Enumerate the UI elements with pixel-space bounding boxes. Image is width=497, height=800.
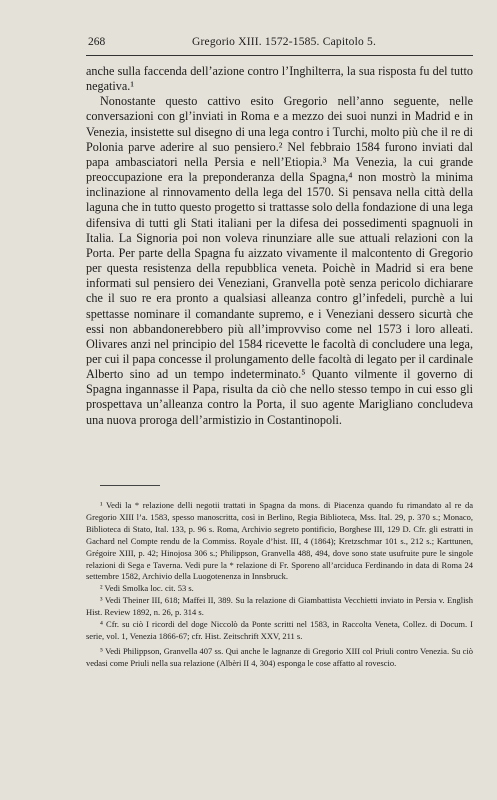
paragraph-continued: anche sulla faccenda dell’azione contro l’Inghilterra, la sua risposta fu del tutto negativa.¹ [86,64,473,94]
header-rule [86,55,473,56]
paragraph: Nonostante questo cattivo esito Gregorio nell’anno seguente, nelle conversazioni con gl’inviati in Roma e a mezzo dei suoi nunzi in Madrid e in Venezia, insistette sul disegno di una lega contro i Turchi, molto più che il re di Polonia parve aderire al suo pensiero.² Nel febbraio 1584 furono inviati dal papa ambasciatori nella Persia e nell’Etiopia.³ Ma Venezia, la cui grande preoccupazione era la preponderanza della Spagna,⁴ non mostrò la minima inclinazione al rinnovamento della lega del 1570. Si pensava nella città della laguna che in tutto questo progetto si trattasse solo della fondazione di una lega difensiva di tutti gli Stati italiani per la difesa dei possedimenti spagnuoli in Italia. La Signoria poi non voleva rinunziare alle sue attuali relazioni con la Porta. Per parte della Spagna fu aizzato vivamente il malcontento di Gregorio per questa resistenza della repubblica veneta. Poichè in Madrid si era bene informati sul pensiero dei Veneziani, Granvella potè senza pericolo dichiarare che il suo re era pronto a qualsiasi alleanza contro gl’infedeli, purchè a lui spettasse nominare il comandante supremo, e i Veneziani dessero sicurtà che essi non abbandonerebbero più all’improvviso come nel 1573 i loro alleati. Olivares anzi nel principio del 1584 ricevette le facoltà di concludere una lega, per cui il papa concesse il prolungamento delle facoltà di legato per il cardinale Alberto sino ad un tempo indeterminato.⁵ Quanto vilmente il governo di Spagna ingannasse il Papa, risulta da ciò che nello stesso tempo in cui esso gli prospettava un’alleanza contro la Porta, il suo agente Marigliano concludeva una nuova proroga dell’armistizio in Costantinopoli. [86,94,473,427]
footnote-1: ¹ Vedi la * relazione delli negotii trattati in Spagna da mons. di Piacenza quando fu rimandato al re da Gregorio XIII l’a. 1583, spesso manoscritta, così in Berlino, Regia Biblioteca, Mss. Ital. 29, p. 370 s.; Monaco, Biblioteca di Stato, Ital. 133, p. 96 s. Roma, Archivio segreto pontificio, Borghese III, 129 D. Cfr. gli estratti in Gachard nel Compte rendu de la Commiss. Royale d’hist. III, 4 (1864); Kretzschmar 101 s., 212 s.; Karttunen, Grégoire XIII, p. 42; Hinojosa 306 s.; Philippson, Granvella 488, 494, dove sono state usufruite pure le singole relazioni di Sega e Taverna. Vedi pure la * relazione di Fr. Sporeno all’arciduca Ferdinando in data di Roma 24 settembre 1582, Archivio della Luogotenenza in Innsbruck. [86,500,473,582]
footnote-3: ³ Vedi Theiner III, 618; Maffei II, 389. Su la relazione di Giambattista Vecchietti inviato in Persia v. English Hist. Review 1892, n. 26, p. 314 s. [86,595,473,618]
footnote-5: ⁵ Vedi Philippson, Granvella 407 ss. Qui anche le lagnanze di Gregorio XIII col Priuli contro Venezia. Su ciò vedasi come Priuli nella sua relazione (Albèri II 4, 304) esponga le cose affatto al rovescio. [86,645,473,668]
footnote-2: ² Vedi Smolka loc. cit. 53 s. [100,583,194,594]
body-text [86,64,473,428]
footnote-rule [100,485,160,486]
footnote-4: ⁴ Cfr. su ciò I ricordi del doge Niccolò da Ponte scritti nel 1583, in Raccolta Veneta, Collez. di Docum. I serie, vol. 1, Venezia 1866-67; cfr. Hist. Zeitschrift XXV, 211 s. [86,619,473,641]
page-number: 268 [88,36,106,48]
running-header [88,36,475,52]
footnotes [86,500,473,670]
running-title: Gregorio XIII. 1572-1585. Capitolo 5. [192,36,377,48]
